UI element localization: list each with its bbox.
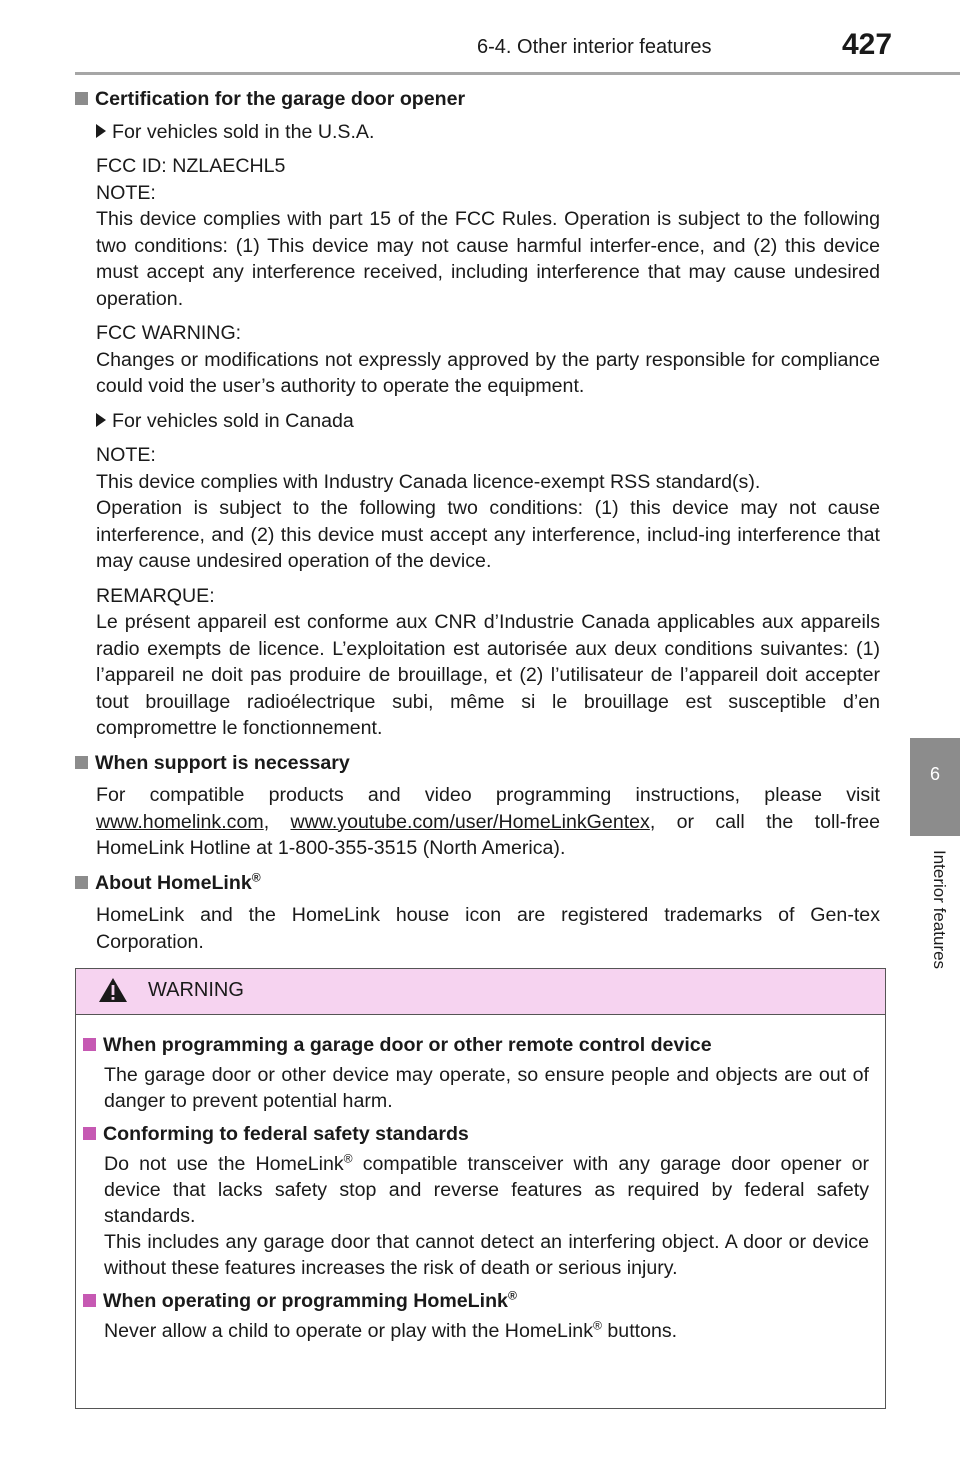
fcc-note-paragraph: FCC ID: NZLAECHL5 NOTE: This device complies with part 15 of the FCC Rules. Operation is subject to the following two conditions: (1) This device may not cause harmful interfer-ence, and (2) this device must accept any interference received, including interference that may cause undesired operation. (96, 155, 880, 310)
page-number: 427 (842, 28, 893, 61)
header-divider (75, 72, 960, 75)
warning-header (76, 969, 885, 1015)
section-square-icon (75, 876, 88, 889)
fcc-warning-paragraph: FCC WARNING: Changes or modifications not expressly approved by the party responsible for compliance could void the user’s authority to operate the equipment. (96, 322, 880, 397)
usa-bullet: For vehicles sold in the U.S.A. (96, 119, 880, 146)
chapter-label: Interior features (930, 850, 949, 970)
warning-triangle-icon (98, 977, 128, 1003)
canada-bullet: For vehicles sold in Canada (96, 408, 880, 435)
warning-item-programming-text: The garage door or other device may operate, so ensure people and objects are out of danger to prevent potential harm. (104, 1064, 869, 1112)
warning-item-standards-text: Do not use the HomeLink® compatible transceiver with any garage door opener or device that lacks safety stop and reverse features as required by federal safety standards. (104, 1151, 869, 1227)
remarque-paragraph: REMARQUE: Le présent appareil est conforme aux CNR d’Industrie Canada applicables aux appareils radio exempts de licence. L’exploitation est autorisée aux deux conditions suivantes: (1) l’appareil ne doit pas produire de brouillage, et (2) l’utilisateur de l’appareil doit accepter tout brouillage radioélectrique subi, même si le brouillage est susceptible d’en compromettre le fonctionnement. (96, 584, 880, 739)
chapter-tab (910, 738, 960, 836)
warning-box (75, 968, 886, 1409)
canada-note-paragraph: NOTE: This device complies with Industry Canada licence-exempt RSS standard(s). Operation is subject to the following two conditions: (1) this device may not cause interference, and (2) this device must accept any interference, includ-ing interference that may cause undesired operation of the device. (96, 444, 880, 572)
warning-item-operating: When operating or programming HomeLink® (83, 1288, 869, 1314)
about-paragraph: HomeLink and the HomeLink house icon are registered trademarks of Gen-tex Corporation. (96, 904, 880, 953)
warning-square-icon (83, 1038, 96, 1051)
support-heading: When support is necessary (75, 750, 880, 777)
section-square-icon (75, 756, 88, 769)
youtube-link[interactable]: www.youtube.com/user/HomeLinkGentex (290, 810, 650, 833)
homelink-link[interactable]: www.homelink.com (96, 810, 264, 833)
support-paragraph: For compatible products and video programming instructions, please visit www.homelink.com, www.youtube.com/user/HomeLinkGentex, or call the toll-free HomeLink Hotline at 1-800-355-3515 (North America). (96, 784, 880, 859)
triangle-bullet-icon (96, 413, 106, 427)
chapter-number: 6 (929, 764, 940, 784)
warning-title: WARNING (148, 979, 244, 1001)
triangle-bullet-icon (96, 124, 106, 138)
about-heading: About HomeLink® (75, 870, 880, 897)
certification-heading: Certification for the garage door opener (75, 86, 880, 113)
warning-square-icon (83, 1294, 96, 1307)
warning-square-icon (83, 1127, 96, 1140)
main-content (75, 86, 880, 963)
warning-item-programming: When programming a garage door or other remote control device (83, 1032, 869, 1058)
warning-item-standards: Conforming to federal safety standards (83, 1121, 869, 1147)
warning-item-standards-text2: This includes any garage door that cannot detect an interfering object. A door or device without these features increases the risk of death or serious injury. (104, 1231, 869, 1279)
section-square-icon (75, 92, 88, 105)
section-title: 6-4. Other interior features (477, 36, 712, 58)
warning-body (83, 1032, 869, 1351)
warning-item-operating-text: Never allow a child to operate or play with the HomeLink® buttons. (104, 1318, 678, 1342)
